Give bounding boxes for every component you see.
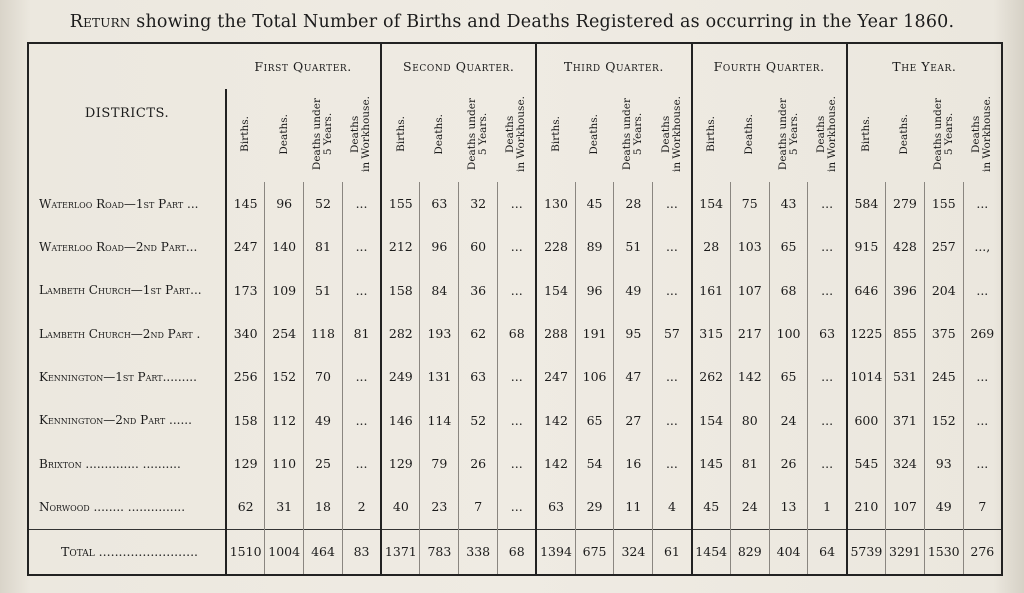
- table-cell: 142: [536, 399, 575, 442]
- table-cell: 63: [808, 312, 847, 355]
- table-cell: ...: [963, 355, 1002, 398]
- table-cell: ...: [963, 182, 1002, 225]
- table-cell: 25: [304, 442, 343, 485]
- table-cell: 338: [459, 529, 498, 575]
- table-cell: 32: [459, 182, 498, 225]
- table-cell: 1004: [265, 529, 304, 575]
- table-cell: 288: [536, 312, 575, 355]
- column-header-label: Deaths.: [277, 113, 290, 155]
- table-cell: 212: [381, 225, 420, 268]
- table-cell: 829: [730, 529, 769, 575]
- table-cell: 51: [614, 225, 653, 268]
- table-cell: 18: [304, 485, 343, 529]
- column-header-label: Deaths.: [898, 113, 911, 155]
- table-cell: 63: [420, 182, 459, 225]
- table-cell: 247: [226, 225, 265, 268]
- table-cell: 31: [265, 485, 304, 529]
- table-cell: 109: [265, 269, 304, 312]
- table-cell: 70: [304, 355, 343, 398]
- table-cell: 340: [226, 312, 265, 355]
- table-row: [28, 485, 1002, 529]
- table-cell: 45: [692, 485, 731, 529]
- table-cell: 1454: [692, 529, 731, 575]
- table-cell: 247: [536, 355, 575, 398]
- table-cell: 27: [614, 399, 653, 442]
- quarter-header-row: [28, 43, 1002, 89]
- table-cell: 600: [847, 399, 886, 442]
- table-cell: 142: [536, 442, 575, 485]
- table-cell: 81: [730, 442, 769, 485]
- column-header-label: Deaths under 5 Years.: [931, 97, 955, 171]
- table-row: [28, 225, 1002, 268]
- table-cell: 96: [420, 225, 459, 268]
- column-header: [265, 89, 304, 182]
- column-header: [420, 89, 459, 182]
- table-cell: ...: [808, 355, 847, 398]
- table-cell: 1: [808, 485, 847, 529]
- table-cell: 1510: [226, 529, 265, 575]
- column-header: [808, 89, 847, 182]
- table-cell: 161: [692, 269, 731, 312]
- column-header: [381, 89, 420, 182]
- table-cell: 7: [459, 485, 498, 529]
- table-cell: 26: [769, 442, 808, 485]
- table-cell: 51: [304, 269, 343, 312]
- title-prefix: Return: [69, 12, 131, 32]
- table-cell: 107: [730, 269, 769, 312]
- table-cell: 36: [459, 269, 498, 312]
- table-cell: ...: [808, 225, 847, 268]
- table-cell: 915: [847, 225, 886, 268]
- table-cell: ...: [498, 399, 537, 442]
- table-cell: 60: [459, 225, 498, 268]
- table-cell: 24: [769, 399, 808, 442]
- table-cell: 1225: [847, 312, 886, 355]
- column-header: [536, 89, 575, 182]
- table-cell: ...: [498, 355, 537, 398]
- table-cell: 63: [459, 355, 498, 398]
- table-cell: 40: [381, 485, 420, 529]
- column-header-label: Deaths under 5 Years.: [776, 97, 800, 171]
- table-row: [28, 182, 1002, 225]
- table-cell: 257: [924, 225, 963, 268]
- table-cell: 154: [692, 182, 731, 225]
- table-cell: 65: [769, 355, 808, 398]
- table-cell: ...: [498, 182, 537, 225]
- column-header-label: Deaths in Workhouse.: [349, 95, 373, 173]
- table-cell: 61: [653, 529, 692, 575]
- column-header-label: Deaths.: [743, 113, 756, 155]
- table-cell: 106: [575, 355, 614, 398]
- table-cell: 129: [381, 442, 420, 485]
- quarter-header-year: The Year.: [847, 43, 1002, 89]
- column-header-label: Births.: [860, 116, 873, 152]
- column-header: [769, 89, 808, 182]
- table-cell: 1530: [924, 529, 963, 575]
- table-cell: 154: [692, 399, 731, 442]
- column-header: [653, 89, 692, 182]
- table-cell: 217: [730, 312, 769, 355]
- table-cell: 130: [536, 182, 575, 225]
- table-cell: ...: [808, 399, 847, 442]
- quarter-header-second: Second Quarter.: [381, 43, 536, 89]
- column-header-label: Deaths.: [432, 113, 445, 155]
- column-header-label: Births.: [549, 116, 562, 152]
- table-cell: 193: [420, 312, 459, 355]
- table-cell: 531: [886, 355, 925, 398]
- table-cell: ...: [963, 269, 1002, 312]
- table-cell: ...,: [963, 225, 1002, 268]
- table-cell: 675: [575, 529, 614, 575]
- table-cell: ...: [342, 182, 381, 225]
- table-cell: 276: [963, 529, 1002, 575]
- table-cell: 145: [692, 442, 731, 485]
- table-cell: 545: [847, 442, 886, 485]
- table-cell: ...: [653, 269, 692, 312]
- table-cell: 3291: [886, 529, 925, 575]
- table-cell: 68: [498, 529, 537, 575]
- table-cell: 43: [769, 182, 808, 225]
- table-cell: 13: [769, 485, 808, 529]
- column-header: [459, 89, 498, 182]
- table-cell: 191: [575, 312, 614, 355]
- table-cell: 1014: [847, 355, 886, 398]
- table-cell: 107: [886, 485, 925, 529]
- table-cell: ...: [498, 225, 537, 268]
- table-cell: 11: [614, 485, 653, 529]
- column-header: [498, 89, 537, 182]
- table-cell: 145: [226, 182, 265, 225]
- table-cell: 131: [420, 355, 459, 398]
- district-name: Brixton .............. ..........: [28, 442, 226, 485]
- table-cell: 375: [924, 312, 963, 355]
- table-cell: 783: [420, 529, 459, 575]
- district-name: Lambeth Church—2nd Part .: [28, 312, 226, 355]
- table-cell: ...: [342, 442, 381, 485]
- column-header-label: Births.: [704, 116, 717, 152]
- district-name: Waterloo Road—1st Part ...: [28, 182, 226, 225]
- table-cell: 64: [808, 529, 847, 575]
- table-body: [28, 182, 1002, 575]
- district-name: Lambeth Church—1st Part...: [28, 269, 226, 312]
- table-cell: 24: [730, 485, 769, 529]
- districts-header: DISTRICTS.: [84, 105, 170, 121]
- table-cell: 282: [381, 312, 420, 355]
- column-header-label: Deaths in Workhouse.: [659, 95, 683, 173]
- column-header-label: Deaths in Workhouse.: [970, 95, 994, 173]
- table-cell: 54: [575, 442, 614, 485]
- table-cell: ...: [653, 399, 692, 442]
- table-cell: 140: [265, 225, 304, 268]
- table-cell: 100: [769, 312, 808, 355]
- table-cell: 204: [924, 269, 963, 312]
- table-cell: 93: [924, 442, 963, 485]
- table-cell: 155: [381, 182, 420, 225]
- table-cell: 129: [226, 442, 265, 485]
- table-cell: 52: [304, 182, 343, 225]
- table-cell: 114: [420, 399, 459, 442]
- table-cell: 173: [226, 269, 265, 312]
- table-cell: 428: [886, 225, 925, 268]
- table-cell: 404: [769, 529, 808, 575]
- table-cell: 28: [692, 225, 731, 268]
- table-cell: 254: [265, 312, 304, 355]
- table-cell: 228: [536, 225, 575, 268]
- table-cell: 49: [614, 269, 653, 312]
- table-cell: 29: [575, 485, 614, 529]
- table-row: [28, 269, 1002, 312]
- table-cell: 103: [730, 225, 769, 268]
- column-header: [963, 89, 1002, 182]
- table-cell: 47: [614, 355, 653, 398]
- table-cell: ...: [342, 225, 381, 268]
- column-header-label: Deaths under 5 Years.: [466, 97, 490, 171]
- table-cell: 324: [614, 529, 653, 575]
- table-cell: 584: [847, 182, 886, 225]
- column-header: [226, 89, 265, 182]
- table-cell: 62: [226, 485, 265, 529]
- table-cell: 262: [692, 355, 731, 398]
- table-cell: 396: [886, 269, 925, 312]
- table-cell: 68: [769, 269, 808, 312]
- table-cell: 96: [265, 182, 304, 225]
- table-cell: 52: [459, 399, 498, 442]
- table-cell: 158: [226, 399, 265, 442]
- table-cell: 118: [304, 312, 343, 355]
- table-cell: ...: [653, 442, 692, 485]
- table-cell: 152: [924, 399, 963, 442]
- table-cell: ...: [342, 355, 381, 398]
- table-cell: ...: [808, 182, 847, 225]
- table-cell: 79: [420, 442, 459, 485]
- column-header: [886, 89, 925, 182]
- table-cell: 7: [963, 485, 1002, 529]
- table-cell: 279: [886, 182, 925, 225]
- table-row: [28, 312, 1002, 355]
- table-cell: 83: [342, 529, 381, 575]
- table-cell: ...: [342, 399, 381, 442]
- table-cell: 249: [381, 355, 420, 398]
- district-name: Kennington—2nd Part ......: [28, 399, 226, 442]
- column-header: [692, 89, 731, 182]
- column-header-label: Births.: [239, 116, 252, 152]
- table-cell: 81: [304, 225, 343, 268]
- table-cell: 256: [226, 355, 265, 398]
- table-cell: 1394: [536, 529, 575, 575]
- table-cell: 855: [886, 312, 925, 355]
- table-cell: 84: [420, 269, 459, 312]
- district-name: Total .........................: [28, 529, 226, 575]
- table-cell: ...: [653, 355, 692, 398]
- district-name: Norwood ........ ...............: [28, 485, 226, 529]
- table-cell: 80: [730, 399, 769, 442]
- total-row: [28, 529, 1002, 575]
- table-row: [28, 399, 1002, 442]
- table-cell: ...: [808, 269, 847, 312]
- table-cell: 324: [886, 442, 925, 485]
- table-cell: 464: [304, 529, 343, 575]
- table-cell: 45: [575, 182, 614, 225]
- table-cell: 89: [575, 225, 614, 268]
- column-header-label: Births.: [394, 116, 407, 152]
- table-cell: 26: [459, 442, 498, 485]
- table-cell: ...: [498, 269, 537, 312]
- column-header: [614, 89, 653, 182]
- table-cell: 154: [536, 269, 575, 312]
- table-cell: 75: [730, 182, 769, 225]
- table-cell: 158: [381, 269, 420, 312]
- column-header: [924, 89, 963, 182]
- column-header-label: Deaths under 5 Years.: [621, 97, 645, 171]
- column-header: [730, 89, 769, 182]
- table-cell: 2: [342, 485, 381, 529]
- title-rest: showing the Total Number of Births and Deaths Registered as occurring in the Year 1860.: [136, 12, 955, 32]
- table-cell: 210: [847, 485, 886, 529]
- table-cell: ...: [498, 485, 537, 529]
- return-table: [27, 42, 1003, 576]
- column-header: [304, 89, 343, 182]
- table-cell: 28: [614, 182, 653, 225]
- table-cell: 110: [265, 442, 304, 485]
- table-cell: 16: [614, 442, 653, 485]
- table-cell: 4: [653, 485, 692, 529]
- table-cell: ...: [498, 442, 537, 485]
- table-cell: ...: [963, 442, 1002, 485]
- table-cell: 65: [575, 399, 614, 442]
- table-cell: 65: [769, 225, 808, 268]
- table-row: [28, 442, 1002, 485]
- table-cell: 63: [536, 485, 575, 529]
- table-cell: 23: [420, 485, 459, 529]
- table-cell: ...: [808, 442, 847, 485]
- column-header-label: Deaths in Workhouse.: [504, 95, 528, 173]
- table-cell: 371: [886, 399, 925, 442]
- column-header-label: Deaths under 5 Years.: [310, 97, 334, 171]
- table-cell: 49: [304, 399, 343, 442]
- table-cell: 81: [342, 312, 381, 355]
- table-cell: 1371: [381, 529, 420, 575]
- table-cell: ...: [653, 182, 692, 225]
- table-cell: 142: [730, 355, 769, 398]
- table-cell: 112: [265, 399, 304, 442]
- table-cell: 646: [847, 269, 886, 312]
- table-cell: 5739: [847, 529, 886, 575]
- quarter-header-first: First Quarter.: [254, 59, 352, 74]
- table-cell: 49: [924, 485, 963, 529]
- table-cell: ...: [653, 225, 692, 268]
- table-cell: 315: [692, 312, 731, 355]
- column-header: [847, 89, 886, 182]
- district-name: Waterloo Road—2nd Part...: [28, 225, 226, 268]
- table-cell: 96: [575, 269, 614, 312]
- column-header-label: Deaths in Workhouse.: [814, 95, 838, 173]
- quarter-header-fourth: Fourth Quarter.: [692, 43, 847, 89]
- table-cell: 68: [498, 312, 537, 355]
- table-cell: 62: [459, 312, 498, 355]
- table-cell: 152: [265, 355, 304, 398]
- district-name: Kennington—1st Part.........: [28, 355, 226, 398]
- page-title: [0, 12, 1024, 32]
- column-header: [342, 89, 381, 182]
- table-cell: 146: [381, 399, 420, 442]
- quarter-header-third: Third Quarter.: [536, 43, 691, 89]
- table-cell: 155: [924, 182, 963, 225]
- table-row: [28, 355, 1002, 398]
- column-header-label: Deaths.: [588, 113, 601, 155]
- table-cell: ...: [963, 399, 1002, 442]
- table-cell: 95: [614, 312, 653, 355]
- table-cell: 269: [963, 312, 1002, 355]
- column-header: [575, 89, 614, 182]
- table-cell: 245: [924, 355, 963, 398]
- table-cell: ...: [342, 269, 381, 312]
- table-cell: 57: [653, 312, 692, 355]
